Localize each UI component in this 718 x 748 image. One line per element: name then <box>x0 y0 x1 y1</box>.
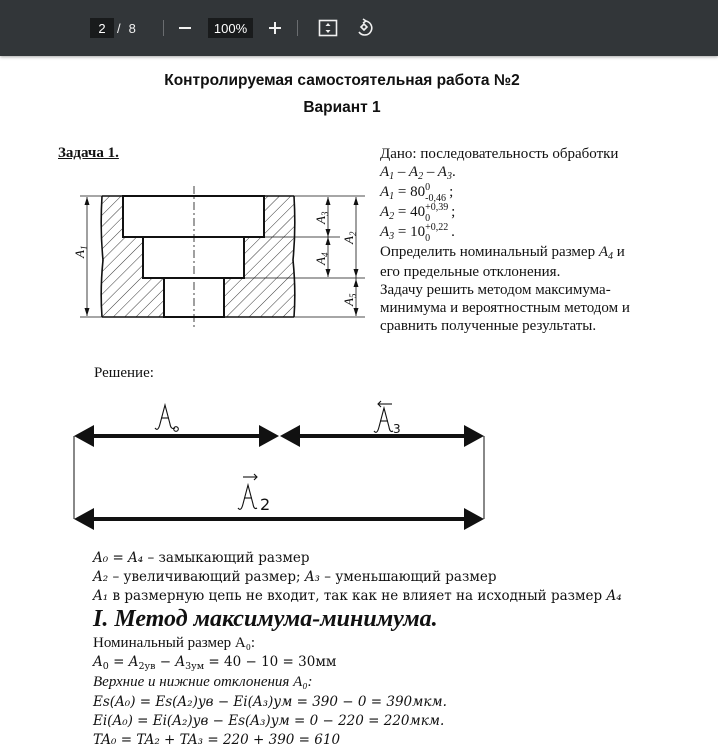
chain-label-a2-index: 2 <box>260 495 271 514</box>
label-a1: $A_1$ <box>72 245 89 258</box>
zoom-level-input[interactable]: 100% <box>208 18 253 38</box>
page-separator: / <box>117 20 121 36</box>
rotate-button[interactable] <box>350 14 378 42</box>
toolbar-divider <box>163 20 164 36</box>
zoom-in-button[interactable] <box>261 14 289 42</box>
ei-formula: Ei(A₀) = Ei(A₂)ув − Es(A₃)ум = 0 − 220 = 220мкм. <box>93 713 445 729</box>
given-line-1: Дано: последовательность обработки <box>380 146 619 162</box>
definition-a1-note: A₁ в размерную цепь не входит, так как не влияет на исходный размер A₄ <box>93 588 622 604</box>
given-a3: $A_3 = 10$ +0,22 0 . <box>380 222 455 244</box>
total-pages: 8 <box>128 20 136 36</box>
label-a4: $A_4$ <box>313 252 330 265</box>
definition-closing: A₀ = A₄ – замыкающий размер <box>93 550 310 566</box>
zoom-out-button[interactable] <box>171 14 199 42</box>
ta-formula: TA₀ = TA₂ + TA₃ = 220 + 390 = 610 <box>93 732 341 748</box>
label-a3: $A_3$ <box>313 211 330 224</box>
plus-icon <box>268 21 282 35</box>
fit-to-page-button[interactable] <box>314 14 342 42</box>
task-label: Задача 1. <box>58 145 119 161</box>
pdf-page <box>0 56 718 748</box>
given-a2: $A_2 = 40$ +0,39 0 ; <box>380 202 456 224</box>
rotate-icon <box>354 18 374 38</box>
given-line-10: сравнить полученные результаты. <box>380 318 597 334</box>
minus-icon <box>178 21 192 35</box>
pdf-toolbar <box>0 0 718 56</box>
chain-label-a3-index: 3 <box>393 422 401 436</box>
document-title: Контролируемая самостоятельная работа №2 <box>164 72 520 89</box>
label-a5: $A_5$ <box>341 293 358 306</box>
given-a1: $A_1 = 80$ 0 -0,46 ; <box>380 182 454 204</box>
given-line-9: минимума и вероятностным методом и <box>380 300 630 316</box>
page-count <box>117 18 136 38</box>
method-heading: I. Метод максимума-минимума. <box>93 606 438 632</box>
deviations-label: Верхние и нижние отклонения A₀: <box>93 674 313 690</box>
given-line-7: его предельные отклонения. <box>380 264 561 280</box>
fit-to-page-icon <box>318 19 338 37</box>
toolbar-divider <box>297 20 298 36</box>
solution-label: Решение: <box>94 365 154 381</box>
given-line-8: Задачу решить методом максимума- <box>380 282 611 298</box>
definition-increasing-decreasing: A₂ – увеличивающий размер; A₃ – уменьшающий размер <box>93 569 497 585</box>
nominal-label: Номинальный размер A₀: <box>93 635 256 651</box>
page-number-input[interactable]: 2 <box>90 18 114 38</box>
variant-heading: Вариант 1 <box>303 99 381 116</box>
given-line-2: $A_1 - A_2 - A_3$. <box>380 164 456 182</box>
given-line-6: Определить номинальный размер $A_4$ и <box>380 244 625 262</box>
es-formula: Es(A₀) = Es(A₂)ув − Ei(A₃)ум = 390 − 0 = 390мкм. <box>93 694 447 710</box>
nominal-formula: $A_0 = A_{2ув} - A_{3ум} = 40 - 10 = 30мм$ <box>93 654 337 672</box>
label-a2: $A_2$ <box>341 231 358 244</box>
